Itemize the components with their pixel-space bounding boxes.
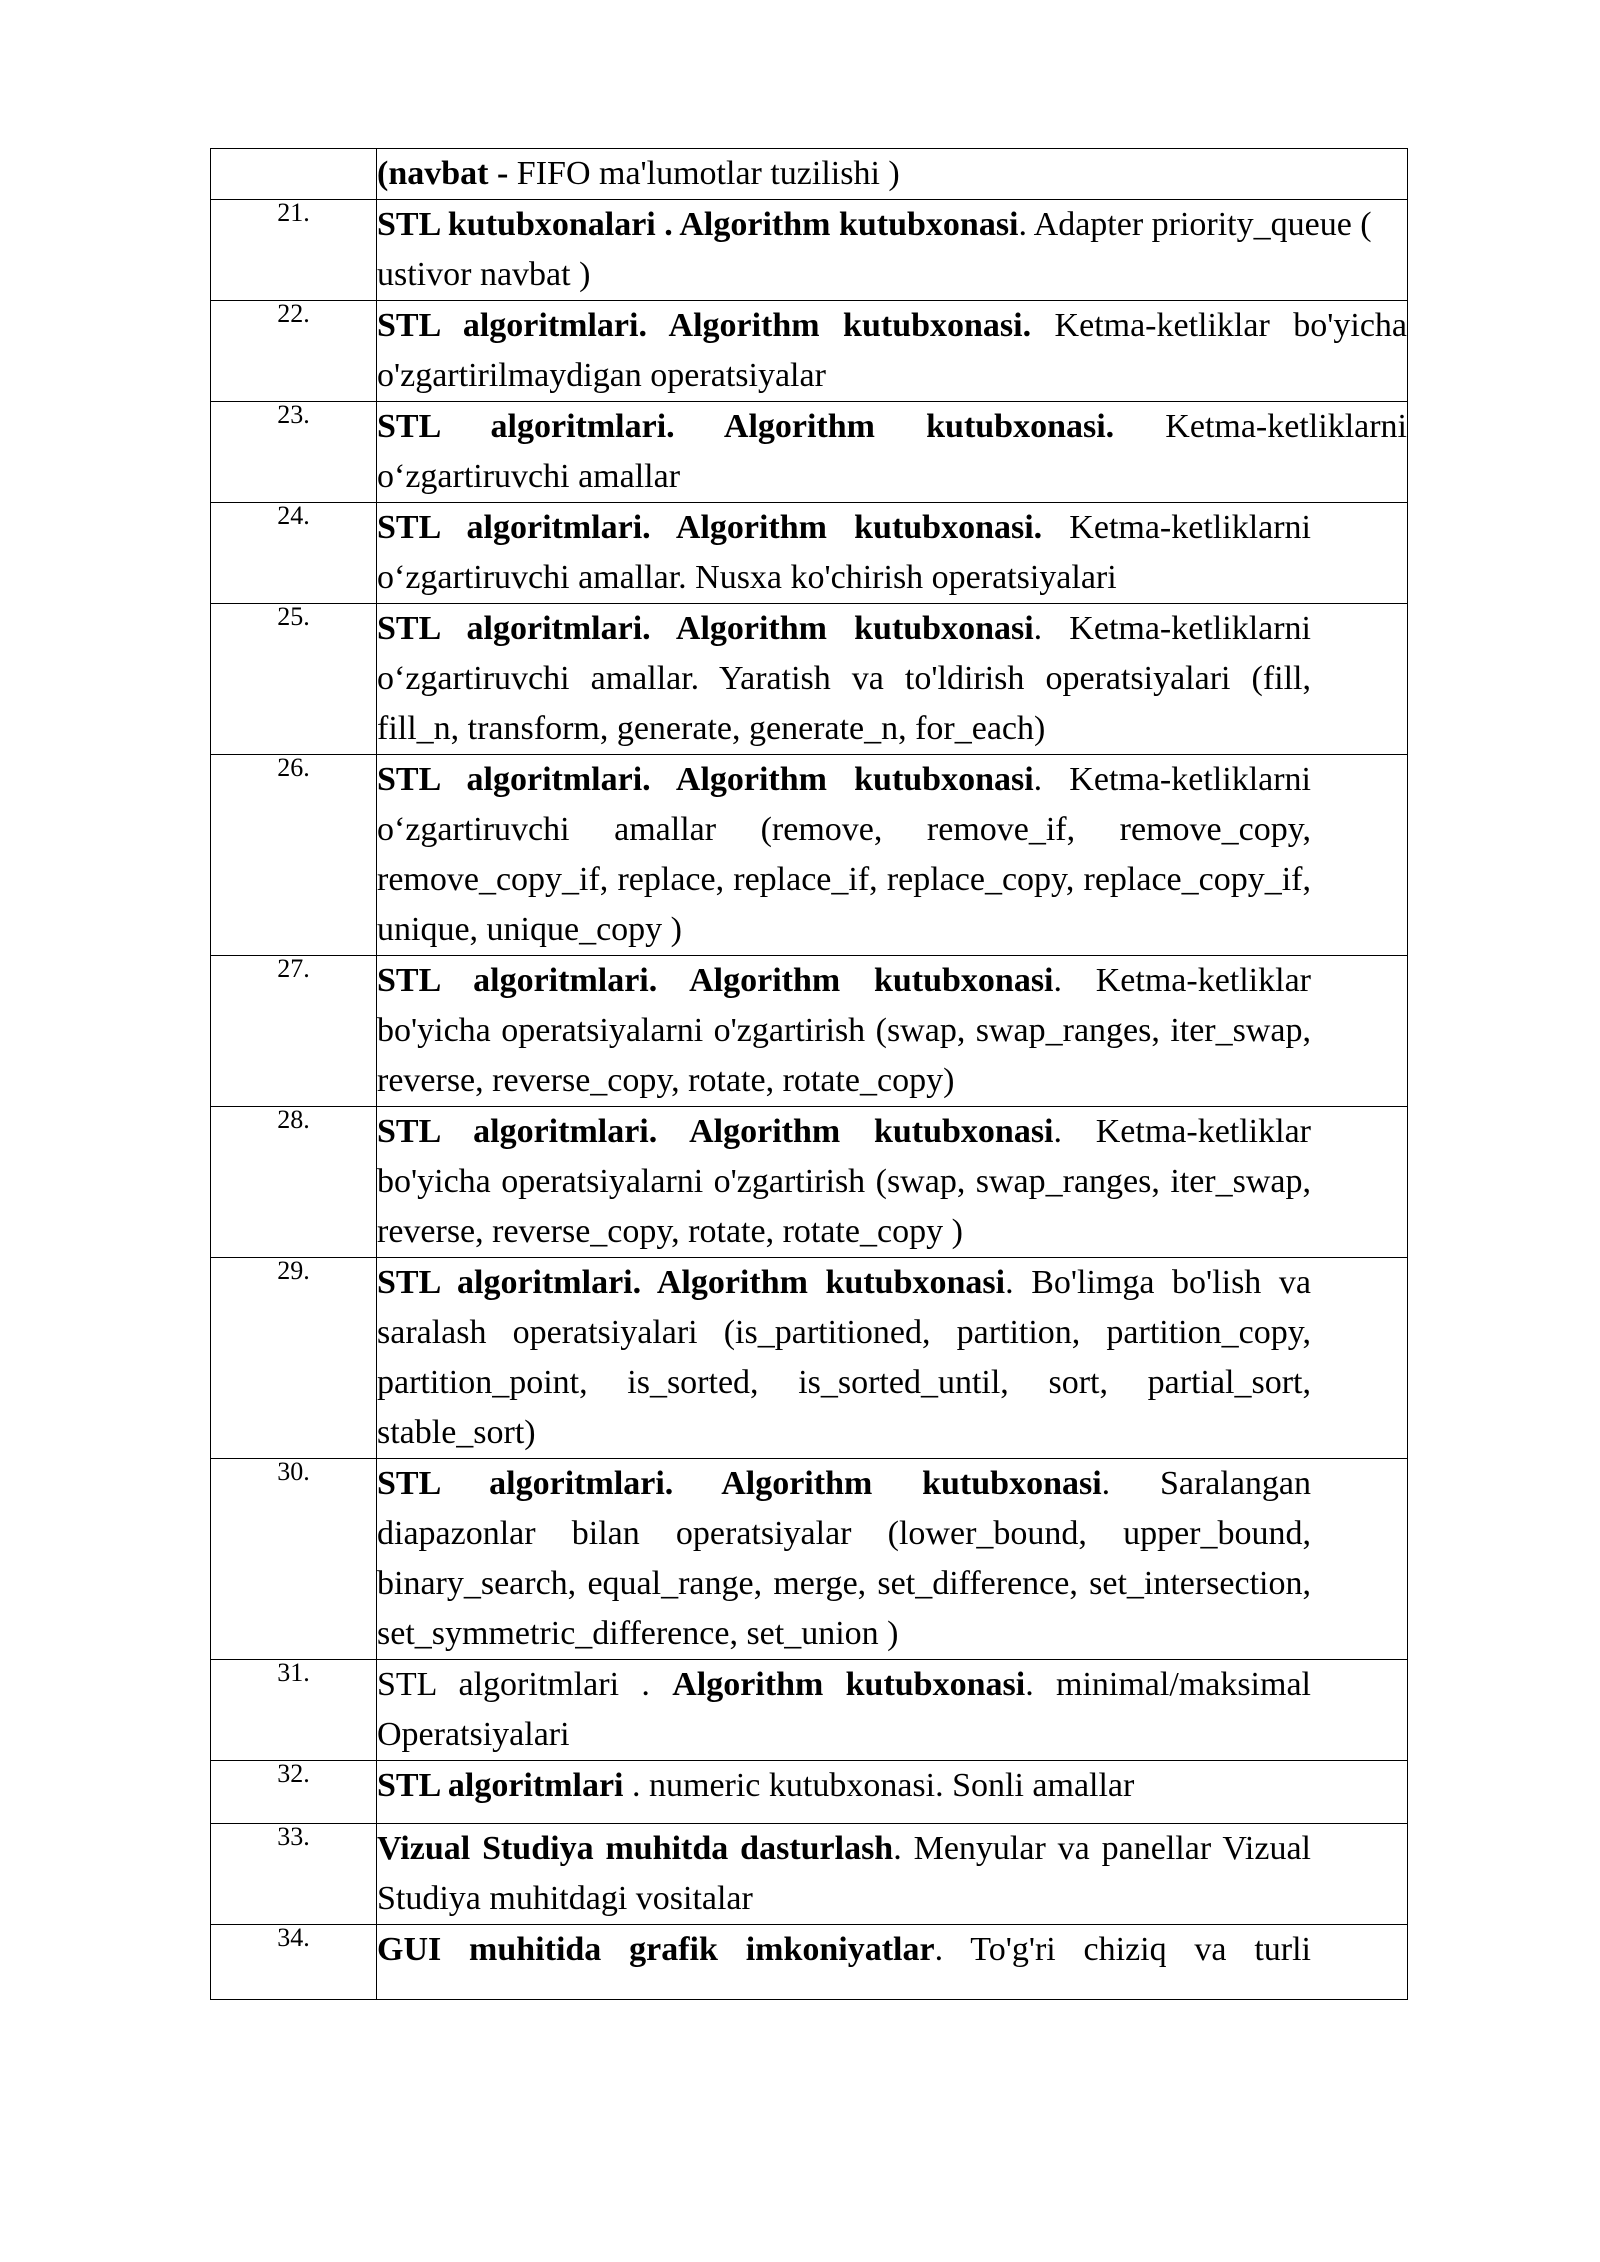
topic-bold: STL algoritmlari. Algorithm kutubxonasi. — [377, 408, 1115, 445]
row-number: 28. — [211, 1107, 377, 1258]
topic-bold: STL algoritmlari — [377, 1767, 624, 1804]
table-row — [211, 503, 1408, 604]
topic-cell — [377, 1761, 1408, 1824]
topic-bold: STL algoritmlari. Algorithm kutubxonasi — [377, 1465, 1102, 1502]
topic-cell — [377, 149, 1408, 200]
topic-cell — [377, 1925, 1408, 2000]
table-row — [211, 149, 1408, 200]
row-number: 30. — [211, 1459, 377, 1660]
table-row — [211, 1107, 1408, 1258]
topic-bold: STL algoritmlari. Algorithm kutubxonasi — [377, 761, 1034, 798]
topic-cell — [377, 402, 1408, 503]
table-row — [211, 1258, 1408, 1459]
topic-text: . Ketma-ketliklar bo'yicha operatsiyalarni o'zgartirish (swap, swap_ranges, iter_swap, reverse, reverse_copy, rotate, rotate_copy ) — [377, 1113, 1311, 1250]
table-row — [211, 1925, 1408, 2000]
topic-text: . Saralangan diapazonlar bilan operatsiyalar (lower_bound, upper_bound, binary_search, equal_range, merge, set_difference, set_intersection, set_symmetric_difference, set_union ) — [377, 1465, 1311, 1652]
row-number: 32. — [211, 1761, 377, 1824]
topic-cell — [377, 503, 1408, 604]
topic-cell — [377, 200, 1408, 301]
table-row — [211, 956, 1408, 1107]
topic-bold: (navbat - — [377, 155, 509, 192]
row-number: 25. — [211, 604, 377, 755]
row-number: 29. — [211, 1258, 377, 1459]
row-number — [211, 149, 377, 200]
table-row — [211, 402, 1408, 503]
row-number: 34. — [211, 1925, 377, 2000]
topic-text: . minimal/maksimal Operatsiyalari — [377, 1666, 1311, 1753]
topic-cell — [377, 301, 1408, 402]
topic-text: . numeric kutubxonasi. Sonli amallar — [623, 1767, 1135, 1804]
table-row — [211, 604, 1408, 755]
topic-text: Ketma-ketliklarni o‘zgartiruvchi amallar. Nusxa ko'chirish operatsiyalari — [377, 509, 1311, 596]
topic-cell — [377, 1824, 1408, 1925]
topic-cell — [377, 1459, 1408, 1660]
topic-bold: STL algoritmlari. Algorithm kutubxonasi — [377, 962, 1054, 999]
table-row — [211, 301, 1408, 402]
table-row — [211, 1761, 1408, 1824]
topic-cell — [377, 755, 1408, 956]
row-number: 22. — [211, 301, 377, 402]
row-number: 31. — [211, 1660, 377, 1761]
topics-table — [210, 148, 1408, 2000]
topic-cell — [377, 604, 1408, 755]
row-number: 23. — [211, 402, 377, 503]
topic-text: . Menyular va panellar Vizual Studiya muhitdagi vositalar — [377, 1830, 1311, 1917]
row-number: 21. — [211, 200, 377, 301]
topic-text: . To'g'ri chiziq va turli — [934, 1931, 1311, 1968]
topic-bold: STL algoritmlari. Algorithm kutubxonasi — [377, 610, 1034, 647]
topic-text: . Ketma-ketliklar bo'yicha operatsiyalarni o'zgartirish (swap, swap_ranges, iter_swap, reverse, reverse_copy, rotate, rotate_copy) — [377, 962, 1311, 1099]
topic-text: . Adapter priority_queue ( ustivor navbat ) — [377, 206, 1372, 293]
topic-bold: STL algoritmlari. Algorithm kutubxonasi. — [377, 509, 1043, 546]
topic-prefix: STL algoritmlari . — [377, 1666, 673, 1703]
topic-text: Ketma-ketliklar bo'yicha o'zgartirilmaydigan operatsiyalar — [377, 307, 1407, 394]
table-row — [211, 1824, 1408, 1925]
topic-cell — [377, 956, 1408, 1107]
row-number: 24. — [211, 503, 377, 604]
topic-text: . Bo'limga bo'lish va saralash operatsiyalari (is_partitioned, partition, partition_copy, partition_point, is_sorted, is_sorted_until, sort, partial_sort, stable_sort) — [377, 1264, 1311, 1451]
topic-cell — [377, 1660, 1408, 1761]
topic-text: FIFO ma'lumotlar tuzilishi ) — [508, 155, 900, 192]
topic-bold: STL algoritmlari. Algorithm kutubxonasi — [377, 1264, 1006, 1301]
row-number: 26. — [211, 755, 377, 956]
topic-text: Ketma-ketliklarni o‘zgartiruvchi amallar — [377, 408, 1407, 495]
topic-bold: Algorithm kutubxonasi — [672, 1666, 1026, 1703]
table-row — [211, 755, 1408, 956]
table-row — [211, 1660, 1408, 1761]
topic-bold: Vizual Studiya muhitda dasturlash — [377, 1830, 894, 1867]
topic-text: . Ketma-ketliklarni o‘zgartiruvchi amallar (remove, remove_if, remove_copy, remove_copy_if, replace, replace_if, replace_copy, replace_copy_if, unique, unique_copy ) — [377, 761, 1311, 948]
table-row — [211, 1459, 1408, 1660]
topic-cell — [377, 1258, 1408, 1459]
topic-cell — [377, 1107, 1408, 1258]
topic-bold: STL algoritmlari. Algorithm kutubxonasi — [377, 1113, 1054, 1150]
topic-bold: STL kutubxonalari . Algorithm kutubxonasi — [377, 206, 1019, 243]
topic-bold: STL algoritmlari. Algorithm kutubxonasi. — [377, 307, 1032, 344]
topic-bold: GUI muhitida grafik imkoniyatlar — [377, 1931, 935, 1968]
topic-text: . Ketma-ketliklarni o‘zgartiruvchi amallar. Yaratish va to'ldirish operatsiyalari (fill, fill_n, transform, generate, generate_n, for_each) — [377, 610, 1311, 747]
row-number: 33. — [211, 1824, 377, 1925]
row-number: 27. — [211, 956, 377, 1107]
table-row — [211, 200, 1408, 301]
